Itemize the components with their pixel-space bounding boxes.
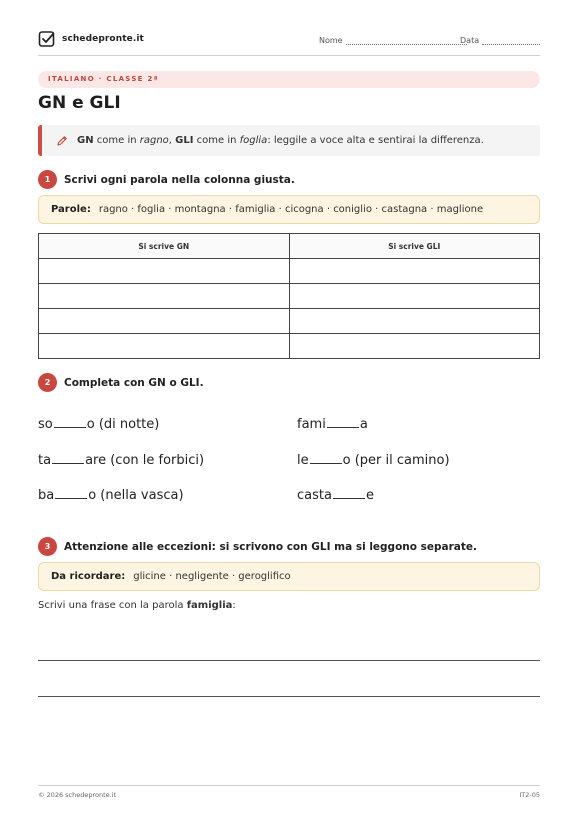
brand-name: schedepronte.it — [62, 34, 144, 44]
fill-item — [38, 453, 204, 468]
fill-suffix: o (di notte) — [86, 417, 160, 432]
fill-blank[interactable] — [54, 427, 86, 428]
answer-cell[interactable] — [289, 284, 540, 309]
column-header-gli: Si scrive GLI — [289, 234, 540, 259]
section-title: Attenzione alle eccezioni: si scrivono con GLI ma si leggono separate. — [64, 540, 478, 553]
section-1-heading — [38, 170, 295, 189]
word-bank-label: Parole: — [51, 204, 91, 215]
pencil-icon — [56, 135, 68, 147]
intro-example-2: foglia — [239, 135, 268, 146]
intro-note — [38, 125, 540, 156]
fill-suffix: o (per il camino) — [342, 453, 450, 468]
date-label: Data — [460, 36, 480, 45]
fill-suffix: a — [359, 417, 368, 432]
subject-badge: ITALIANO · CLASSE 2ª — [38, 71, 540, 88]
intro-t2: , — [168, 135, 176, 146]
name-label: Nome — [319, 36, 343, 45]
table-row — [39, 309, 540, 334]
page-footer — [38, 785, 540, 799]
fill-prefix: ba — [38, 488, 55, 503]
fill-blank[interactable] — [333, 498, 365, 499]
remember-label: Da ricordare: — [51, 571, 126, 582]
fill-item — [38, 488, 184, 503]
table-row — [39, 334, 540, 359]
remember-box — [38, 562, 540, 591]
intro-t3: come in — [193, 135, 240, 146]
answer-cell[interactable] — [289, 309, 540, 334]
sentence-instruction — [38, 600, 236, 611]
section-number: 3 — [38, 537, 57, 556]
answer-cell[interactable] — [289, 259, 540, 284]
instruction-end: : — [232, 600, 236, 611]
name-dotted-line — [346, 37, 467, 45]
name-field[interactable] — [319, 36, 467, 45]
intro-gn: GN — [77, 135, 94, 146]
fill-item — [297, 417, 368, 432]
section-2-heading — [38, 373, 204, 392]
instruction-keyword: famiglia — [186, 600, 233, 611]
intro-t1: come in — [93, 135, 140, 146]
fill-item — [38, 417, 159, 432]
brand-logo — [38, 30, 144, 48]
fill-prefix: le — [297, 453, 309, 468]
word-bank — [38, 195, 540, 224]
section-number: 2 — [38, 373, 57, 392]
intro-text — [77, 135, 484, 146]
footer-copyright: © 2026 schedepronte.it — [38, 791, 117, 799]
word-bank-words: ragno · foglia · montagna · famiglia · cicogna · coniglio · castagna · maglione — [98, 204, 484, 215]
answer-cell[interactable] — [39, 259, 290, 284]
answer-cell[interactable] — [39, 334, 290, 359]
sorting-table — [38, 233, 540, 359]
answer-cell[interactable] — [289, 334, 540, 359]
intro-gli: GLI — [175, 135, 194, 146]
worksheet-code: IT2-05 — [519, 791, 540, 799]
fill-suffix: e — [365, 488, 374, 503]
fill-prefix: ta — [38, 453, 52, 468]
fill-blank[interactable] — [55, 498, 87, 499]
date-dotted-line — [482, 37, 540, 45]
remember-words: glicine · negligente · geroglifico — [133, 571, 291, 582]
page-title: GN e GLI — [38, 93, 121, 113]
intro-example-1: ragno — [139, 135, 169, 146]
answer-cell[interactable] — [39, 309, 290, 334]
fill-prefix: fami — [297, 417, 326, 432]
fill-blank[interactable] — [310, 463, 342, 464]
fill-blank[interactable] — [52, 463, 84, 464]
section-title: Completa con GN o GLI. — [64, 376, 204, 389]
date-field[interactable] — [460, 36, 540, 45]
fill-item — [297, 453, 450, 468]
fill-suffix: o (nella vasca) — [88, 488, 184, 503]
writing-line[interactable] — [38, 696, 540, 697]
section-3-heading — [38, 537, 477, 556]
table-row — [39, 284, 540, 309]
fill-suffix: are (con le forbici) — [85, 453, 205, 468]
section-title: Scrivi ogni parola nella colonna giusta. — [64, 173, 295, 186]
fill-prefix: so — [38, 417, 53, 432]
checkbox-document-icon — [38, 30, 56, 48]
column-header-gn: Si scrive GN — [39, 234, 290, 259]
fill-prefix: casta — [297, 488, 332, 503]
writing-line[interactable] — [38, 660, 540, 661]
table-row — [39, 259, 540, 284]
intro-t4: : leggile a voce alta e sentirai la differenza. — [267, 135, 484, 146]
answer-cell[interactable] — [39, 284, 290, 309]
instruction-text: Scrivi una frase con la parola — [38, 600, 187, 611]
fill-item — [297, 488, 374, 503]
page-header — [38, 28, 540, 56]
fill-blank[interactable] — [327, 427, 359, 428]
section-number: 1 — [38, 170, 57, 189]
